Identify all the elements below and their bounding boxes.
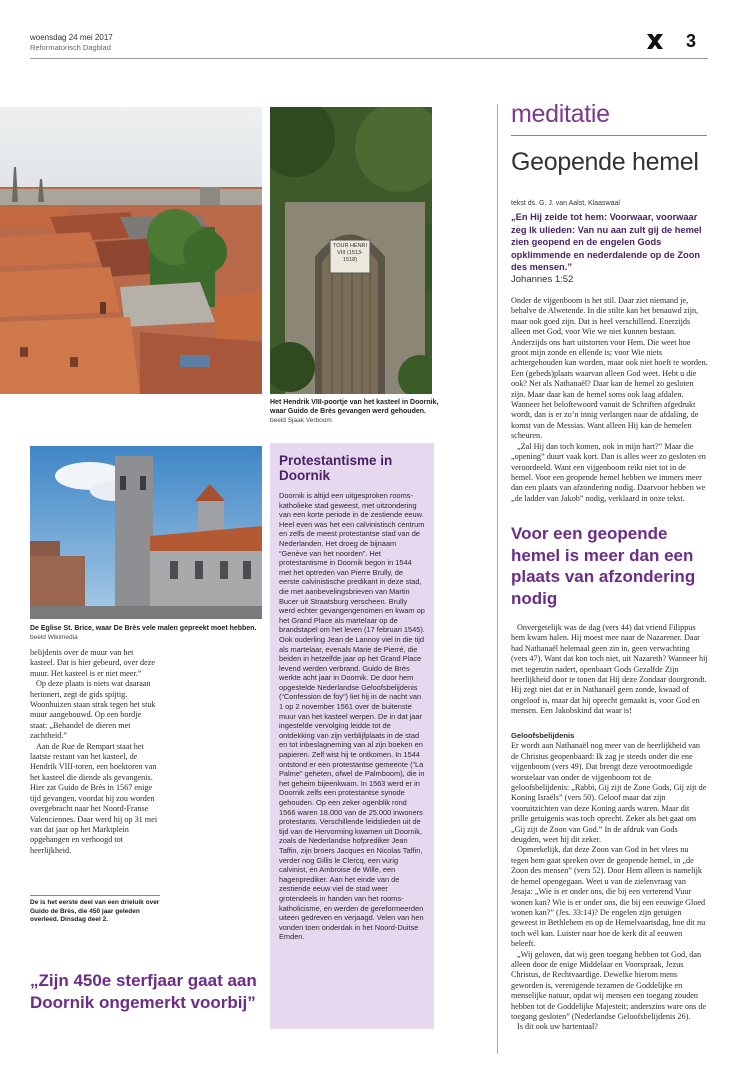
- header-divider: [30, 58, 708, 59]
- scripture-quote-text: „En Hij zeide tot hem: Voorwaar, voorwaar zeg Ik ulieden: Van nu aan zult gij de hemel zien geopend en de engelen Gods opklimmende en nederdalende op de Zoon des mensen.”: [511, 212, 702, 273]
- article-paragraph: Op deze plaats is niets wat daaraan herinnert, zegt de gids spijtig. Woonhuizen staan strak tegen het stuk muur aangebouwd. Op een bordje staat: „Behandel de dieren met zachtheid.”: [30, 679, 156, 741]
- church-photo: [30, 446, 262, 619]
- box-text: Doornik is altijd een uitgesproken rooms-katholieke stad geweest, met uitzondering van een korte periode in de zestiende eeuw. Heel even was het een calvinistisch centrum en zelfs de meest protestantse stad van de Nederlanden. Het droeg de bijnaam “Genève van het noorden”. Het protestantisme in Doornik begon in 1544 met het optreden van Pierre Brully, de eerste calvinistische predikant in deze stad, die met aanbevelingsbrieven van Martin Bucer uit Straatsburg verscheen. Brully werd echter gevangengenomen en kwam op het Grand Place als martelaar op de brandstapel om het leven (17 februari 1545). Ook ouderling Jean de Lannoy viel in die tijd als martelaar, evenals Marie de Pierré, die beiden in hetzelfde jaar op het Grand Place levend werden verbrand. Guido de Brès werkte acht jaar in Doornik. De door hem opgestelde Nederlandse Geloofsbelijdenis (“Confession de foy”) liet hij in de nacht van 1 op 2 november 1561 over de buitenste muur van het kasteel werpen. De in dat jaar ingestelde vervolging leidde tot de ontdekking van zijn verblijfplaats in de stad en tot inbeslagneming van al zijn boeken en papieren. Zelf wist hij te ontkomen. In 1544 ontstond er een protestantse gemeente (“La Palme” geheten, ofwel de Palmboom), die in het geheim bijeenkwam. In 1563 werd er in Doornik zelfs een protestantse synode gehouden. Op een zeker ogenblik rond 1566 waren 18.000 van de 25.000 inwoners protestants. Verschillende leidslieden uit de tijd van de Hervorming kwamen uit Doornik, zoals de Nederlandse hofprediker Jean Taffin, zijn broers Jacques en Nicolas Taffin, verder nog Gillis le Clercq, een vurig calvinist, en Ambroise de Wille, een hagenprediker. Aan het einde van de zestiende eeuw viel de stad weer grotendeels in handen van het rooms-katholicisme, en werden de gereformeerden uiteen gedreven en verjaagd. Velen van hen vonden toen onderdak in het Noord-Duitse Emden.: [279, 491, 425, 942]
- door-photo: [270, 107, 432, 394]
- column-divider: [497, 104, 498, 1054]
- church-caption: [30, 624, 262, 642]
- door-sign: TOUR HENRI VIII (1513-1518): [332, 243, 368, 263]
- protestantism-box: [270, 443, 434, 1029]
- scripture-reference: Johannes 1:52: [511, 273, 574, 285]
- church-caption-credit: beeld Wikimedia: [30, 634, 78, 641]
- article-paragraph: Aan de Rue de Rempart staat het laatste restant van het kasteel, de Hendrik VIII-toren, een hoektoren van het kasteel die diende als gevangenis. Hier zat Guido de Brès in 1567 enige tijd gevangen, voordat hij zou worden overgebracht naar het Noord-Franse Valenciennes. Daar werd hij op 31 mei van dat jaar op het Marktplein opgehangen en verhoogd tot heerlijkheid.: [30, 741, 158, 855]
- meditation-title: Geopende hemel: [511, 148, 699, 176]
- meditation-body-mid: [511, 623, 708, 717]
- article-paragraph: belijdenis over de muur van het kasteel. Dat is hier gebeurd, over deze muur. Het kasteel is er niet meer.”: [30, 648, 156, 678]
- rd-logo-icon: [646, 33, 664, 51]
- city-rooftops-photo: [0, 107, 262, 394]
- meditation-paragraph: Onvergetelijk was de dag (vers 44) dat vriend Filippus hem kwam halen. Hij moest mee naar de Nazarener. Daar had Nathanaël helemaal geen zin in, geen verwachting (vers 47). Want dat kon toch niet, uit Nazareth? Wanneer hij met tegenzin nadert, openbaart Gods Gezalfde Zijn heerlijkheid door te tonen dat Hij deze Zondaar doorgrondt. Hij zegt niet dat er in Nathanaël geen zonde, kwaad of ongeloof is, maar dat hij oprecht gemaakt is, voor God en mensen. Een Jakobskind dat waar is!: [511, 623, 708, 716]
- church-caption-text: De Eglise St. Brice, waar De Brès vele malen gepreekt moet hebben.: [30, 625, 257, 632]
- category-divider: [511, 135, 707, 136]
- series-footnote: De is het eerste deel van een drieluik over Guido de Brès, die 450 jaar geleden overleed. Dinsdag deel 2.: [30, 899, 160, 923]
- meditation-paragraph: „Wij geloven, dat wij geen toegang hebben tot God, dan alleen door de enige Middelaar en Voorspraak, Jezus Christus, de Rechtvaardige. Dewelke hierom mens geworden is, verenigende tezamen de Goddelijke en menselijke natuur, opdat wij mensen een toegang zouden hebben tot de Goddelijke Majesteit; anderszins ware ons de toegang gesloten” (Nederlandse Geloofsbelijdenis 26).: [511, 949, 707, 1021]
- left-pull-quote: „Zijn 450e sterfjaar gaat aan Doornik ongemerkt voorbij”: [30, 971, 257, 1012]
- scripture-quote: [511, 211, 707, 287]
- meditation-body-bottom: [511, 731, 708, 1033]
- meditation-paragraph: Is dit ook uw hartentaal?: [517, 1022, 598, 1032]
- meditation-author: tekst ds. G. J. van Aalst, Klaaswaal: [511, 200, 620, 207]
- box-title: Protestantisme in Doornik: [279, 453, 393, 483]
- door-caption: [270, 398, 440, 425]
- footnote-divider: [30, 895, 160, 896]
- door-caption-text: Het Hendrik VIII-poortje van het kasteel in Doornik, waar Guido de Brès gevangen werd gehouden.: [270, 399, 439, 415]
- left-article-column: [30, 648, 160, 856]
- meditation-pull-quote: Voor een geopende hemel is meer dan een plaats van afzondering nodig: [511, 524, 696, 608]
- meditation-paragraph: Opmerkelijk, dat deze Zoon van God in het vlees nu tegen hem gaat spreken over de geopende hemel, in „de Zoon des mensen” (vers 52). Door Hem alleen is namelijk de hemel opengegaan. Weet u van de zielenvraag van Jesaja: „Wie is er onder ons, die bij een verterend Vuur wonen kan? Wie is er onder ons, die bij een eeuwige Gloed wonen kan?” (Jes. 33:14)? De engelen zijn getuigen geweest in Bethlehem en op de Hemelvaartsdag, hoe dit nu toch wél kan. Luister naar hoe de kerk dit al eeuwen beleeft.: [511, 845, 706, 949]
- page-number: 3: [686, 31, 697, 51]
- meditation-paragraph: Er wordt aan Nathanaël nog meer van de heerlijkheid van de Christus geopenbaard: Ik zag je steeds onder die ene vijgenboom (vers 49). Dat brengt deze verootmoedigde worstelaar van onder de vijgenboom tot de geloofsbelijdenis: „Rabbi, Gij zijt de Zone Gods, Gij zijt de Koning Israëls” (vers 50). Geloof maar dat zijn vooruitzichten van deze Koning aards waren. Maar dit prille getuigenis was toch oprecht. Zeker als het gaat om „Gij zijt de Zoon van God.” In de afdruk van Gods deugden, weet hij dit zeker.: [511, 741, 707, 845]
- page-date: woensdag 24 mei 2017: [30, 33, 113, 42]
- meditation-body-top: [511, 296, 708, 504]
- section-category: meditatie: [511, 100, 610, 128]
- meditation-paragraph: Onder de vijgenboom is het stil. Daar ziet niemand je, behalve de Alwetende. In die stilte kan het benauwd zijn, maar ook goed zijn. Dat is heel verschillend. Enerzijds alleen met God, voor Wie we niet kunnen bestaan. Anderzijds ons hart uitstorten voor Hem. Die weet hoe groot mijn zonde en ellende is; voor Wie niets achtergehouden kan worden, maar ook niet hoeft te worden. Een (gebeds)plaats waarvan alleen God weet. Hebt u die ook? Net als Nathanaël? Daar kan de hemel zo gesloten zijn. Maar daar kan de hemel soms ook laag afdalen. Wanneer het beloftewoord vanuit de Schriften afgedrukt wordt, dan is er zo’n innig verlangen naar de afdaling, de komst van de Messias. Want alleen Hij kan de hemelen scheuren.: [511, 296, 708, 441]
- door-caption-credit: beeld Sjaak Verboom: [270, 417, 332, 424]
- newspaper-name: Reformatorisch Dagblad: [30, 43, 111, 52]
- meditation-subhead: Geloofsbelijdenis: [511, 731, 575, 740]
- meditation-paragraph: „Zal Hij dan toch komen, ook in mijn hart?” Maar die „opening” duurt vaak kort. Dan is alles weer zo gesloten en veroordeeld. Want een vijgenboom reikt niet tot in de hemel. Voor een geopende hemel hebben we immers meer dan een plaats van afzondering nodig. Daarvoor hebben we „de ladder van Jakob” nodig, verklaard in onze tekst.: [511, 441, 706, 503]
